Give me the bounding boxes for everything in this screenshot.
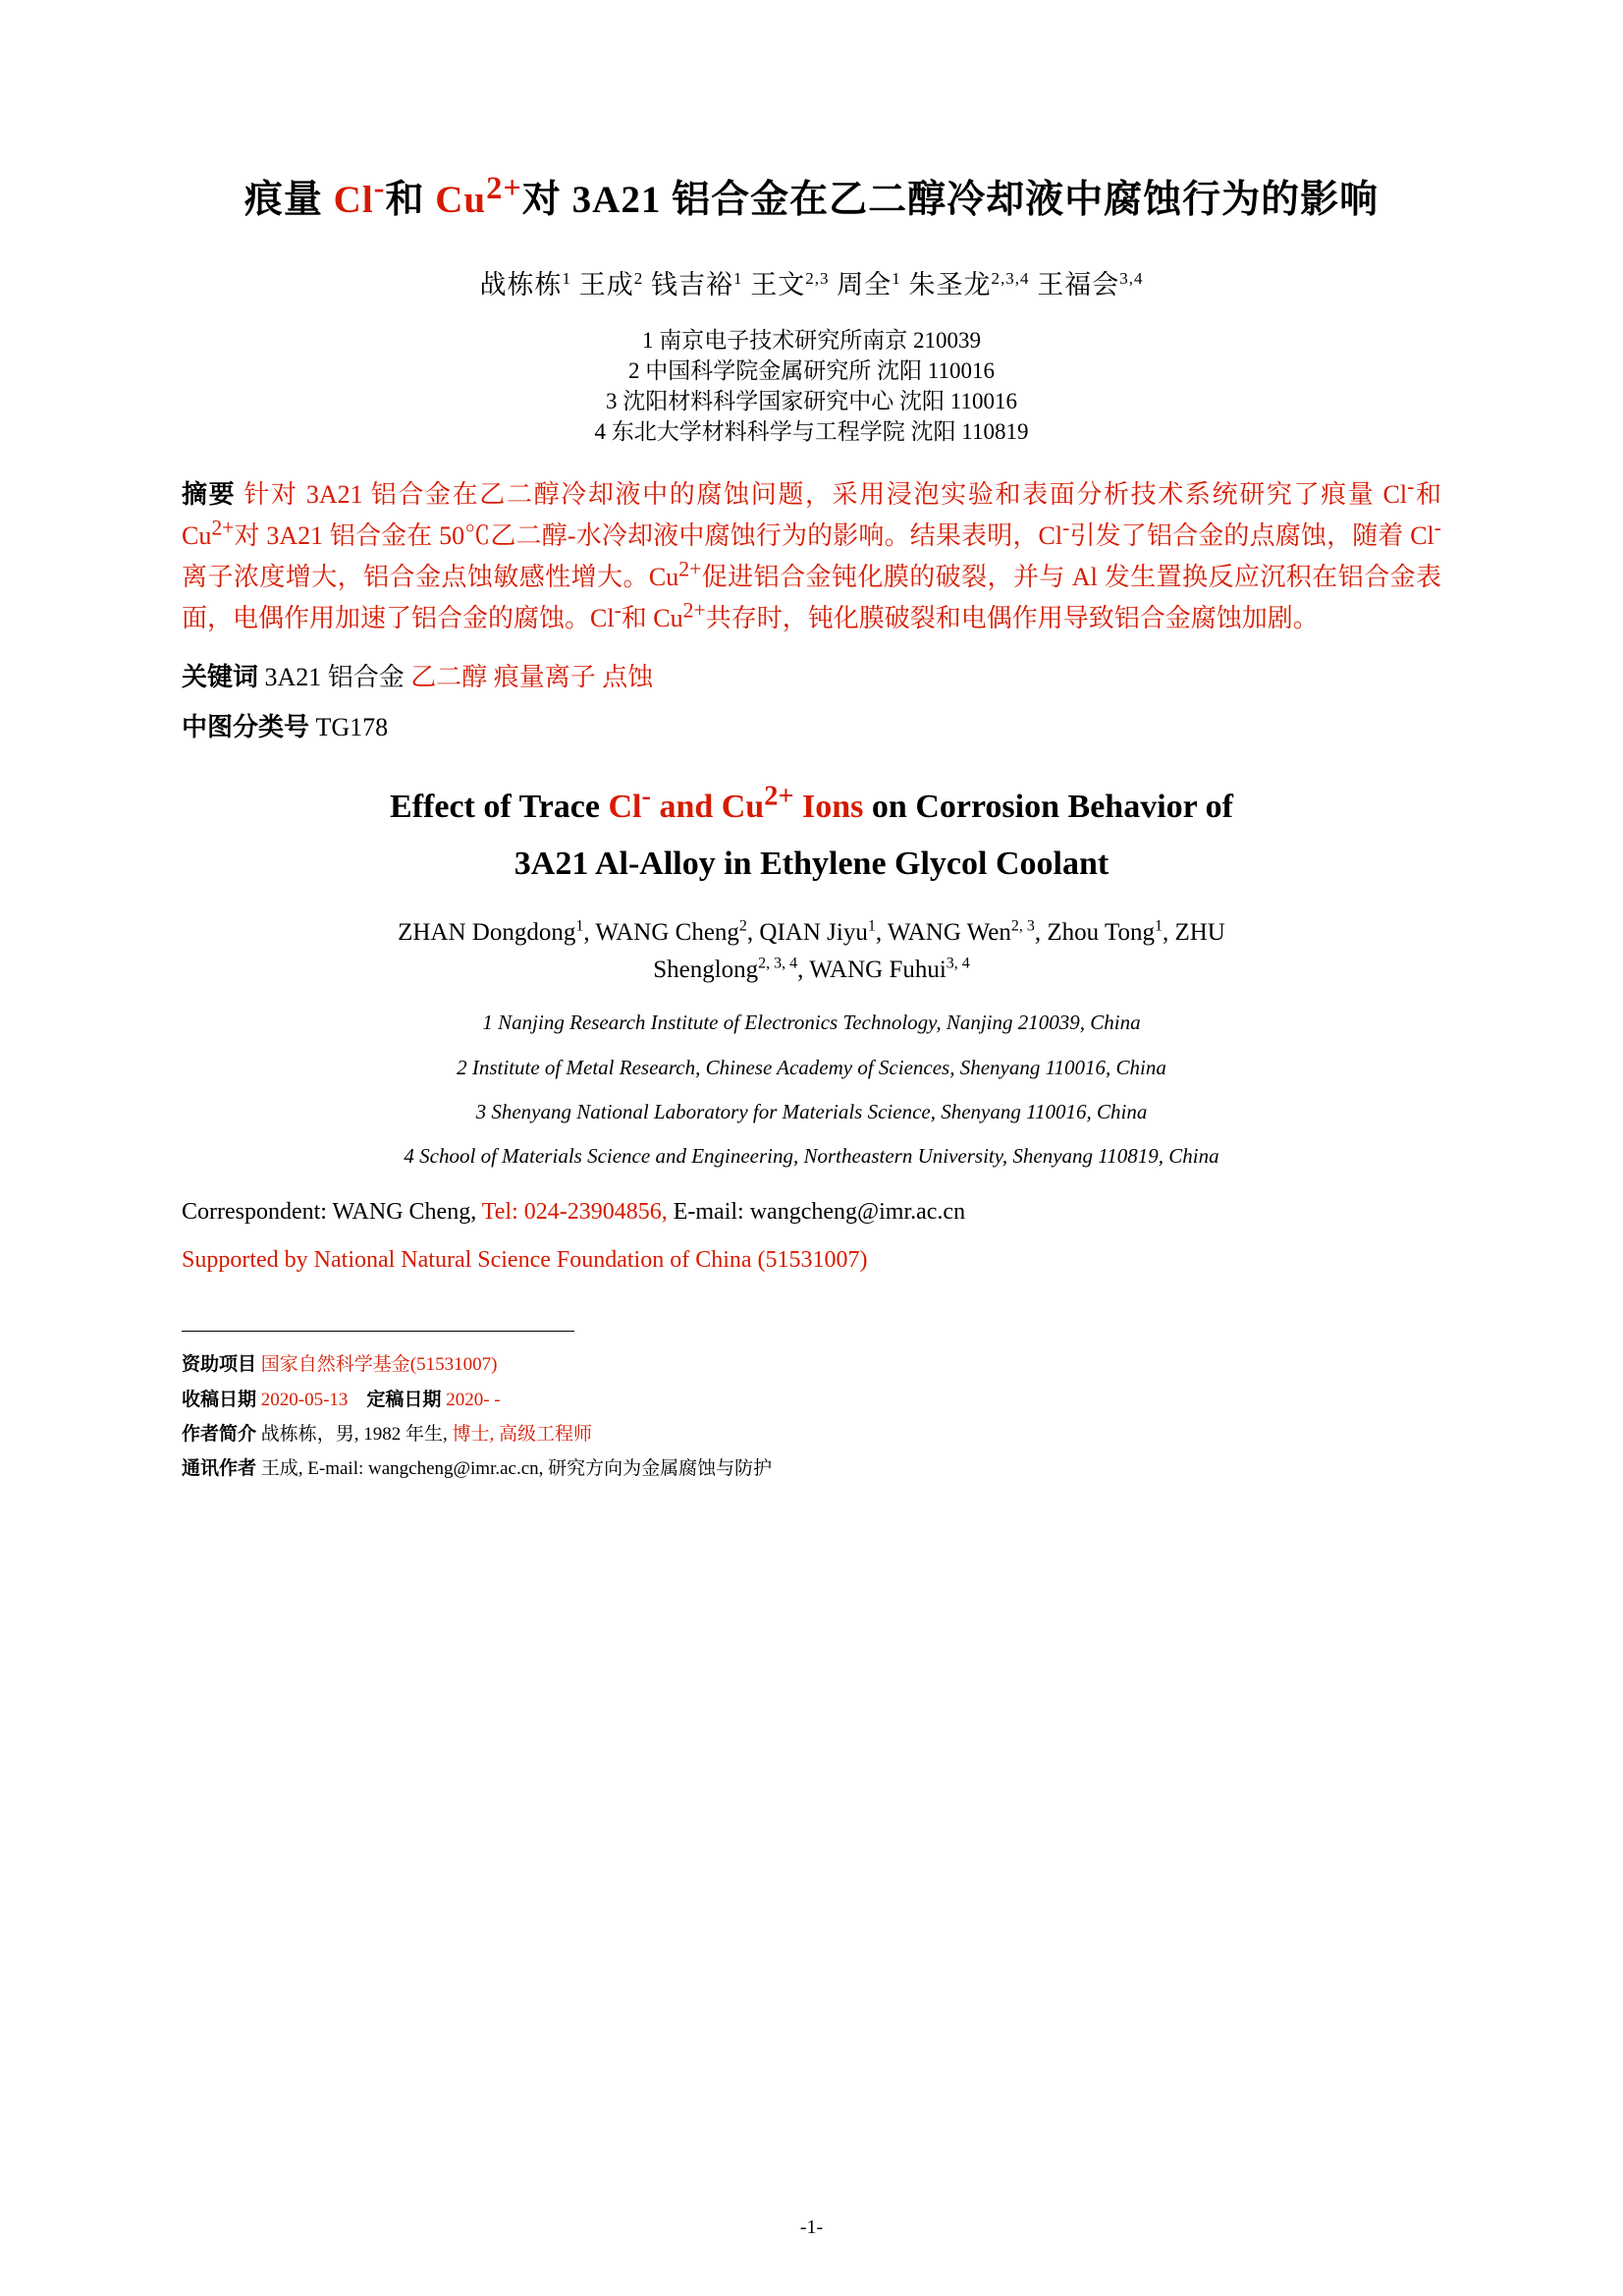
abstract-label: 摘要 xyxy=(182,479,237,509)
affiliation-cn: 3 沈阳材料科学国家研究中心 沈阳 110016 xyxy=(606,388,1017,413)
title-en-ions: Cl- and $Cu^{2+}$ Ions xyxy=(608,781,864,826)
affiliation-en: 2 Institute of Metal Research, Chinese Academy of Sciences, Shenyang 110016, China xyxy=(457,1055,1166,1079)
affiliation-en: 3 Shenyang National Laboratory for Materials Science, Shenyang 110016, China xyxy=(475,1099,1148,1123)
bio-red: 博士, 高级工程师 xyxy=(452,1423,593,1445)
bio-label: 作者简介 xyxy=(182,1423,257,1445)
clc-value: TG178 xyxy=(315,713,389,742)
title-en-line1: Effect of Trace Cl- and $Cu^{2+}$ Ions on Corrosion Behavior of xyxy=(390,781,1233,826)
bio-black: 战栋栋，男, 1982 年生, xyxy=(260,1423,453,1445)
final-label: 定稿日期 xyxy=(366,1389,442,1410)
affiliation-en: 1 Nanjing Research Institute of Electronics Technology, Nanjing 210039, China xyxy=(482,1011,1141,1035)
author-cn: 朱圣龙$^{2,3,4}$ xyxy=(908,268,1030,300)
final-value: 2020- - xyxy=(446,1389,501,1410)
title-en-line2: 3A21 Al-Alloy in Ethylene Glycol Coolant xyxy=(514,845,1109,882)
page-title-cn xyxy=(182,172,1441,230)
footnote-fund xyxy=(182,1347,1441,1382)
correspondent-line xyxy=(182,1199,1441,1226)
title-cn-chloride: Cl- xyxy=(333,171,386,221)
page-title-en xyxy=(182,779,1441,893)
author-cn: 王文$^{2,3}$ xyxy=(750,268,830,300)
fund-label: 资助项目 xyxy=(182,1354,257,1376)
correspondent-tel: Tel: 024-23904856, xyxy=(481,1199,668,1226)
keyword-red: 乙二醇 痕量离子 点蚀 xyxy=(410,663,654,692)
author-cn: 钱吉裕$^1$ xyxy=(651,268,743,300)
abstract-body: 针对 3A21 铝合金在乙二醇冷却液中的腐蚀问题，采用浸泡实验和表面分析技术系统研究了痕量 Cl-和 $Cu^{2+}$对 3A21 铝合金在 50℃乙二醇-水冷却液中腐蚀行为的影响。结果表明，Cl-引发了铝合金的点腐蚀，随着 Cl-离子浓度增大，铝合金点蚀敏感性增大。$Cu^{2+}$促进铝合金钝化膜的破裂，并与 Al 发生置换反应沉积在铝合金表面，电偶作用加速了铝合金的腐蚀。Cl-和 $Cu^{2+}$共存时，钝化膜破裂和电偶作用导致铝合金腐蚀加剧。 xyxy=(182,474,1441,633)
affiliation-en: 4 School of Materials Science and Engineering, Northeastern University, Shenyang 110819, China xyxy=(404,1144,1219,1169)
footnote-bio xyxy=(182,1417,1441,1451)
footnotes xyxy=(182,1347,1441,1486)
title-cn-mid: 和 xyxy=(385,179,436,221)
keyword-black: 3A21 铝合金 xyxy=(264,663,405,692)
keywords-label: 关键词 xyxy=(182,663,259,692)
author-cn: 王福会$^{3,4}$ xyxy=(1037,268,1144,300)
clc-label: 中图分类号 xyxy=(182,713,310,742)
clc-number xyxy=(182,707,1441,743)
corr-value: 王成, E-mail: wangcheng@imr.ac.cn, 研究方向为金属腐蚀与防护 xyxy=(260,1457,773,1479)
corr-label: 通讯作者 xyxy=(182,1457,257,1479)
affiliations-cn xyxy=(182,325,1441,447)
author-cn: 战栋栋$^1$ xyxy=(479,268,571,300)
fund-value: 国家自然科学基金(51531007) xyxy=(260,1354,498,1376)
authors-en-line1: ZHAN Dongdong$^1$, WANG Cheng$^2$, QIAN Jiyu$^1$, WANG Wen$^{2, 3}$, Zhou Tong$^1$, ZHU xyxy=(398,917,1225,946)
affiliation-cn: 4 东北大学材料科学与工程学院 沈阳 110819 xyxy=(594,418,1029,444)
author-cn: 王成$^2$ xyxy=(578,268,644,300)
footnote-divider xyxy=(182,1331,574,1332)
footnote-corresponding xyxy=(182,1451,1441,1486)
authors-en-line2: Shenglong$^{2, 3, 4}$, WANG Fuhui$^{3, 4}$ xyxy=(653,956,970,984)
page-number: -1- xyxy=(799,2216,824,2238)
correspondent-name: Correspondent: WANG Cheng, xyxy=(182,1199,482,1226)
authors-cn xyxy=(182,263,1441,301)
title-cn-post: 对 3A21 铝合金在乙二醇冷却液中腐蚀行为的影响 xyxy=(521,179,1380,221)
support-line: Supported by National Natural Science Foundation of China (51531007) xyxy=(182,1247,868,1274)
footnote-dates xyxy=(182,1383,1441,1417)
abstract-cn xyxy=(182,474,1441,639)
author-cn: 周全$^1$ xyxy=(837,268,901,300)
affiliations-en xyxy=(182,1010,1441,1170)
correspondent-email: E-mail: wangcheng@imr.ac.cn xyxy=(667,1199,966,1226)
received-label: 收稿日期 xyxy=(182,1389,257,1410)
title-cn-pre: 痕量 xyxy=(243,179,334,221)
affiliation-cn: 2 中国科学院金属研究所 沈阳 110016 xyxy=(628,357,995,383)
received-value: 2020-05-13 xyxy=(260,1389,349,1410)
keywords-cn xyxy=(182,657,1441,693)
title-cn-copper: $Cu^{2+}$ xyxy=(435,171,522,221)
affiliation-cn: 1 南京电子技术研究所南京 210039 xyxy=(642,327,981,353)
authors-en xyxy=(182,914,1441,991)
